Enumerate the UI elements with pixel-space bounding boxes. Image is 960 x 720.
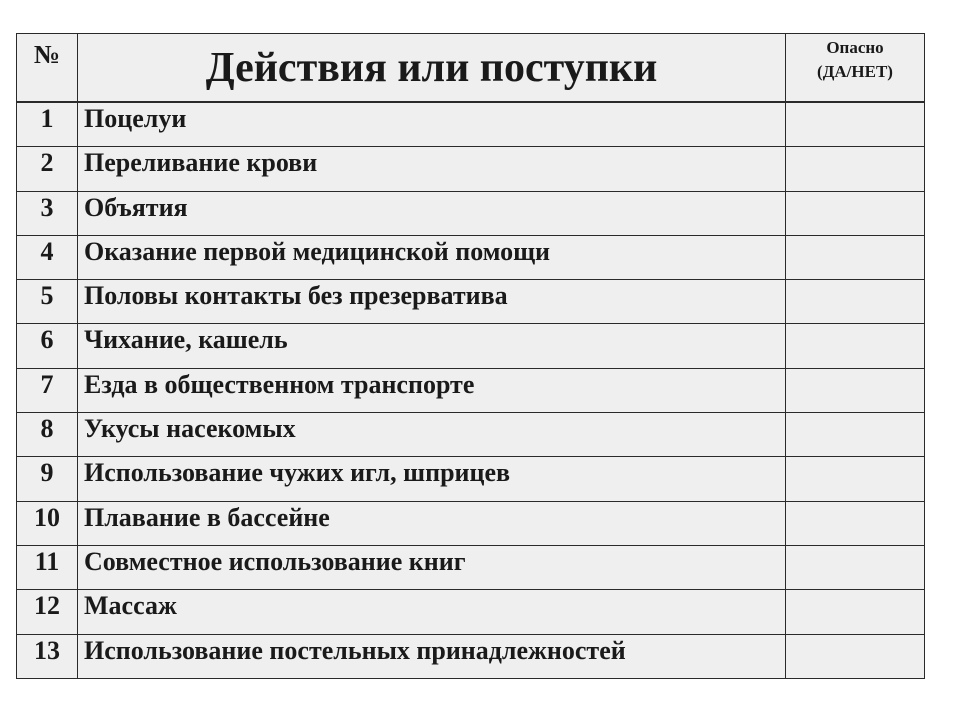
row-danger-answer-cell[interactable] bbox=[786, 457, 925, 501]
row-action: Объятия bbox=[78, 191, 786, 235]
row-number: 7 bbox=[17, 368, 78, 412]
row-danger-answer-cell[interactable] bbox=[786, 235, 925, 279]
row-danger-answer-cell[interactable] bbox=[786, 280, 925, 324]
row-danger-answer-cell[interactable] bbox=[786, 324, 925, 368]
row-number: 3 bbox=[17, 191, 78, 235]
table-row bbox=[17, 235, 925, 279]
actions-danger-table bbox=[16, 33, 925, 679]
table-row bbox=[17, 324, 925, 368]
row-action: Оказание первой медицинской помощи bbox=[78, 235, 786, 279]
header-actions: Действия или поступки bbox=[78, 34, 786, 103]
worksheet-table-container bbox=[16, 33, 924, 679]
row-action: Совместное использование книг bbox=[78, 545, 786, 589]
row-number: 11 bbox=[17, 545, 78, 589]
row-action: Поцелуи bbox=[78, 102, 786, 147]
row-action: Использование чужих игл, шприцев bbox=[78, 457, 786, 501]
row-action: Переливание крови bbox=[78, 147, 786, 191]
header-dangerous-options: (ДА/НЕТ) bbox=[817, 62, 893, 81]
row-number: 6 bbox=[17, 324, 78, 368]
row-number: 12 bbox=[17, 590, 78, 634]
header-number: № bbox=[17, 34, 78, 103]
table-body bbox=[17, 102, 925, 678]
row-action: Чихание, кашель bbox=[78, 324, 786, 368]
table-row bbox=[17, 413, 925, 457]
header-dangerous bbox=[786, 34, 925, 103]
row-action: Половы контакты без презерватива bbox=[78, 280, 786, 324]
row-action: Массаж bbox=[78, 590, 786, 634]
row-number: 2 bbox=[17, 147, 78, 191]
row-danger-answer-cell[interactable] bbox=[786, 102, 925, 147]
row-danger-answer-cell[interactable] bbox=[786, 501, 925, 545]
row-number: 8 bbox=[17, 413, 78, 457]
row-danger-answer-cell[interactable] bbox=[786, 634, 925, 678]
row-number: 13 bbox=[17, 634, 78, 678]
row-danger-answer-cell[interactable] bbox=[786, 413, 925, 457]
table-row bbox=[17, 368, 925, 412]
row-danger-answer-cell[interactable] bbox=[786, 368, 925, 412]
row-number: 10 bbox=[17, 501, 78, 545]
table-row bbox=[17, 102, 925, 147]
row-danger-answer-cell[interactable] bbox=[786, 147, 925, 191]
row-action: Езда в общественном транспорте bbox=[78, 368, 786, 412]
row-danger-answer-cell[interactable] bbox=[786, 590, 925, 634]
table-row bbox=[17, 501, 925, 545]
row-danger-answer-cell[interactable] bbox=[786, 545, 925, 589]
table-row bbox=[17, 147, 925, 191]
row-action: Укусы насекомых bbox=[78, 413, 786, 457]
table-row bbox=[17, 545, 925, 589]
row-number: 4 bbox=[17, 235, 78, 279]
row-action: Плавание в бассейне bbox=[78, 501, 786, 545]
table-row bbox=[17, 590, 925, 634]
row-action: Использование постельных принадлежностей bbox=[78, 634, 786, 678]
table-row bbox=[17, 191, 925, 235]
table-row bbox=[17, 457, 925, 501]
row-number: 9 bbox=[17, 457, 78, 501]
row-danger-answer-cell[interactable] bbox=[786, 191, 925, 235]
table-row bbox=[17, 280, 925, 324]
table-header bbox=[17, 34, 925, 103]
row-number: 1 bbox=[17, 102, 78, 147]
row-number: 5 bbox=[17, 280, 78, 324]
table-row bbox=[17, 634, 925, 678]
header-row bbox=[17, 34, 925, 103]
header-dangerous-label: Опасно bbox=[826, 38, 884, 57]
